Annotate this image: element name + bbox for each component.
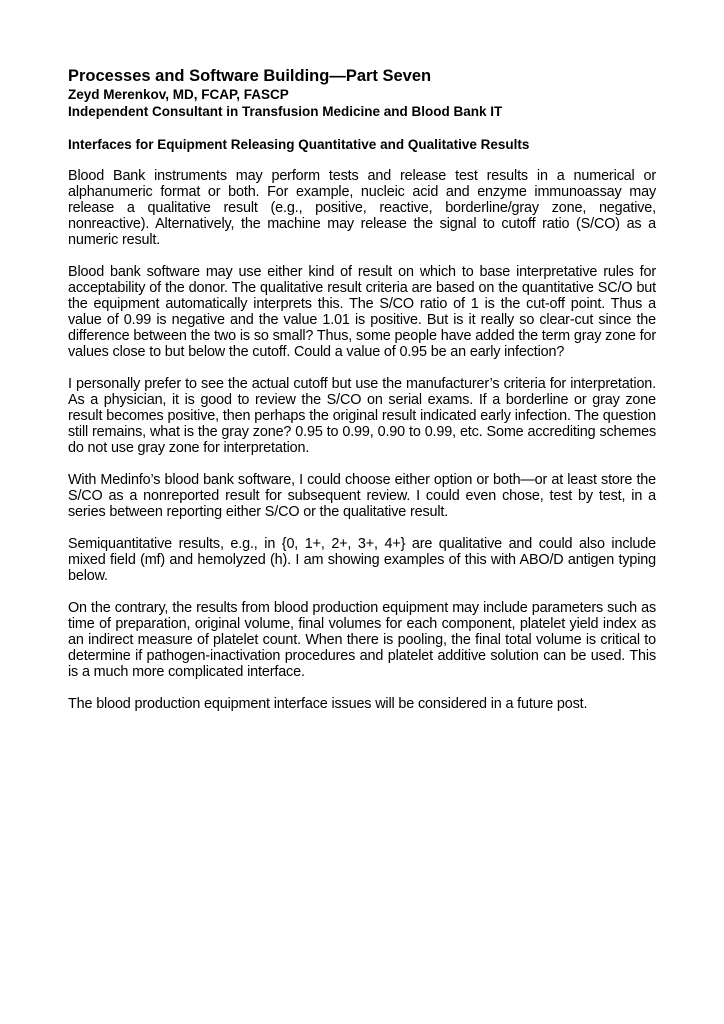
paragraph-future-post: The blood production equipment interface issues will be considered in a future post.	[68, 696, 588, 712]
paragraph-blood-production: On the contrary, the results from blood production equipment may include parameters such as time of preparation, original volume, final volumes for each component, platelet yield index as an indirect measure of platelet count. When there is pooling, the final total volume is critical to determine if pathogen-inactivation procedures and platelet additive solution can be used. This is a much more complicated interface.	[68, 600, 656, 680]
author-affiliation: Independent Consultant in Transfusion Medicine and Blood Bank IT	[68, 104, 503, 119]
section-heading: Interfaces for Equipment Releasing Quantitative and Qualitative Results	[68, 137, 530, 152]
paragraph-semiquantitative: Semiquantitative results, e.g., in {0, 1+, 2+, 3+, 4+} are qualitative and could also include mixed field (mf) and hemolyzed (h). I am showing examples of this with ABO/D antigen typing below.	[68, 536, 656, 584]
author-name: Zeyd Merenkov, MD, FCAP, FASCP	[68, 87, 289, 102]
paragraph-medinfo-software: With Medinfo’s blood bank software, I could choose either option or both—or at least store the S/CO as a nonreported result for subsequent review. I could even chose, test by test, in a series between reporting either S/CO or the qualitative result.	[68, 472, 656, 520]
document-page	[68, 67, 656, 712]
document-title: Processes and Software Building—Part Seven	[68, 67, 432, 85]
paragraph-instrument-results: Blood Bank instruments may perform tests and release test results in a numerical or alphanumeric format or both. For example, nucleic acid and enzyme immunoassay may release a qualitative result (e.g., positive, reactive, borderline/gray zone, negative, nonreactive). Alternatively, the machine may release the signal to cutoff ratio (S/CO) as a numeric result.	[68, 168, 656, 248]
paragraph-interpretative-rules: Blood bank software may use either kind of result on which to base interpretative rules for acceptability of the donor. The qualitative result criteria are based on the quantitative SC/O but the equipment automatically interprets this. The S/CO ratio of 1 is the cut-off point. Thus a value of 0.99 is negative and the value 1.01 is positive. But is it really so clear-cut since the difference between the two is so small? Thus, some people have added the term gray zone for values close to but below the cutoff. Could a value of 0.95 be an early infection?	[68, 264, 656, 360]
paragraph-personal-preference: I personally prefer to see the actual cutoff but use the manufacturer’s criteria for interpretation. As a physician, it is good to review the S/CO on serial exams. If a borderline or gray zone result becomes positive, then perhaps the original result indicated early infection. The question still remains, what is the gray zone? 0.95 to 0.99, 0.90 to 0.99, etc. Some accrediting schemes do not use gray zone for interpretation.	[68, 376, 656, 456]
